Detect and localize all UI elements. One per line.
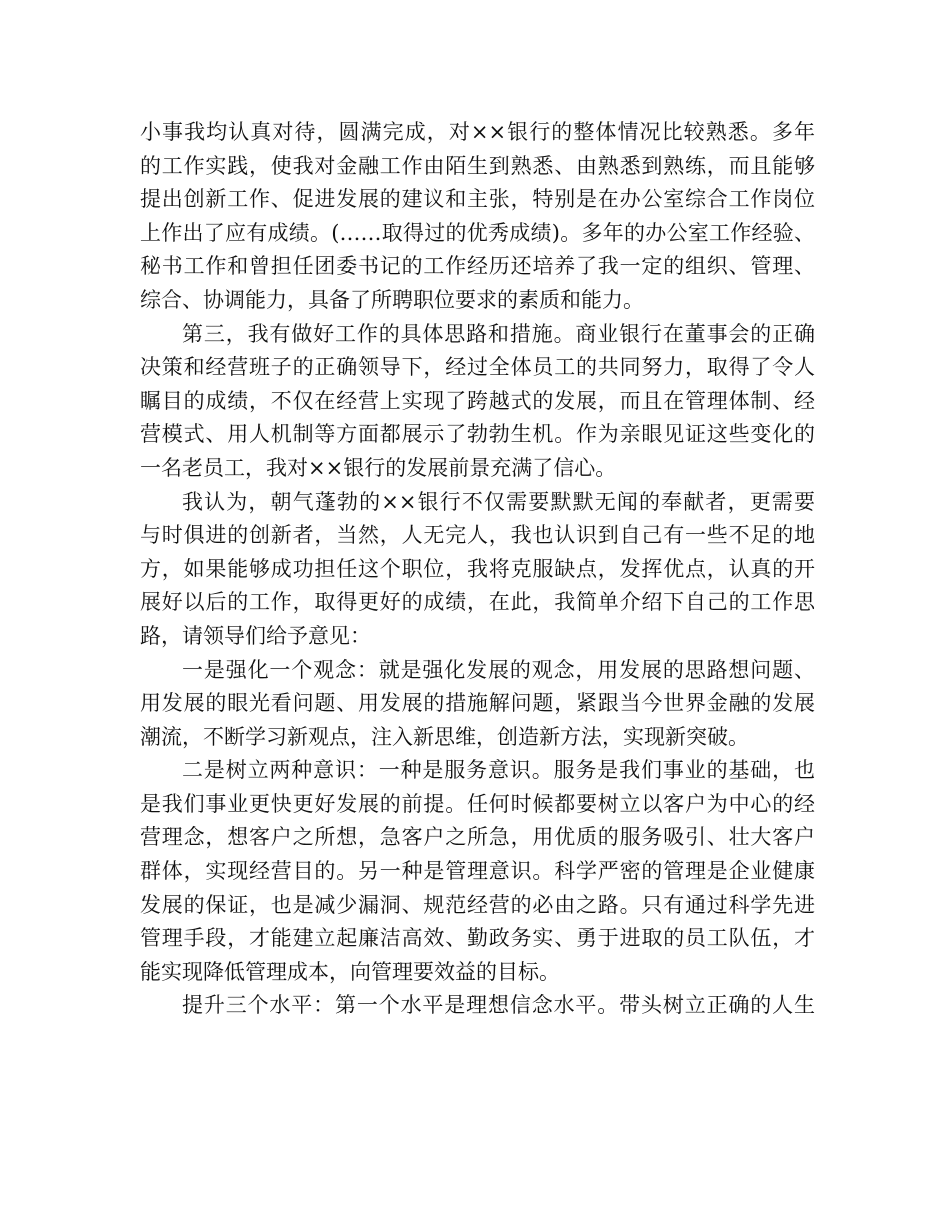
text-line: 秘书工作和曾担任团委书记的工作经历还培养了我一定的组织、管理、 <box>140 254 815 279</box>
text-line: 我认为，朝气蓬勃的××银行不仅需要默默无闻的奉献者，更需要 <box>182 489 815 514</box>
text-line: 瞩目的成绩，不仅在经营上实现了跨越式的发展，而且在管理体制、经 <box>140 388 815 413</box>
text-line: 潮流，不断学习新观点，注入新思维，创造新方法，实现新突破。 <box>140 724 749 749</box>
text-line: 管理手段，才能建立起廉洁高效、勤政务实、勇于进取的员工队伍，才 <box>140 926 815 951</box>
text-line: 决策和经营班子的正确领导下，经过全体员工的共同努力，取得了令人 <box>140 355 815 380</box>
text-line: 一名老员工，我对××银行的发展前景充满了信心。 <box>140 455 617 480</box>
text-line: 路，请领导们给予意见： <box>140 623 371 648</box>
text-line: 能实现降低管理成本，向管理要效益的目标。 <box>140 959 560 984</box>
text-line: 群体，实现经营目的。另一种是管理意识。科学严密的管理是企业健康 <box>140 859 815 884</box>
text-line: 提升三个水平：第一个水平是理想信念水平。带头树立正确的人生 <box>182 993 815 1018</box>
text-line: 用发展的眼光看问题、用发展的措施解问题，紧跟当今世界金融的发展 <box>140 691 815 716</box>
text-line: 营模式、用人机制等方面都展示了勃勃生机。作为亲眼见证这些变化的 <box>140 422 815 447</box>
text-line: 与时俱进的创新者，当然，人无完人，我也认识到自己有一些不足的地 <box>140 523 815 548</box>
text-line: 小事我均认真对待，圆满完成，对××银行的整体情况比较熟悉。多年 <box>140 120 815 144</box>
text-line: 一是强化一个观念：就是强化发展的观念，用发展的思路想问题、 <box>182 657 815 682</box>
text-line: 营理念，想客户之所想，急客户之所急，用优质的服务吸引、壮大客户 <box>140 825 815 850</box>
text-line: 二是树立两种意识：一种是服务意识。服务是我们事业的基础，也 <box>182 758 815 783</box>
text-line: 综合、协调能力，具备了所聘职位要求的素质和能力。 <box>140 287 644 312</box>
text-line: 发展的保证，也是减少漏洞、规范经营的必由之路。只有通过科学先进 <box>140 892 815 917</box>
document-body <box>140 116 815 1023</box>
text-line: 展好以后的工作，取得更好的成绩，在此，我简单介绍下自己的工作思 <box>140 590 815 615</box>
text-line: 的工作实践，使我对金融工作由陌生到熟悉、由熟悉到熟练，而且能够 <box>140 153 815 178</box>
text-line: 上作出了应有成绩。(……取得过的优秀成绩)。多年的办公室工作经验、 <box>140 220 815 245</box>
text-line: 提出创新工作、促进发展的建议和主张，特别是在办公室综合工作岗位 <box>140 187 815 212</box>
text-line: 是我们事业更快更好发展的前提。任何时候都要树立以客户为中心的经 <box>140 791 815 816</box>
text-line: 第三，我有做好工作的具体思路和措施。商业银行在董事会的正确 <box>182 321 815 346</box>
text-line: 方，如果能够成功担任这个职位，我将克服缺点，发挥优点，认真的开 <box>140 556 815 581</box>
